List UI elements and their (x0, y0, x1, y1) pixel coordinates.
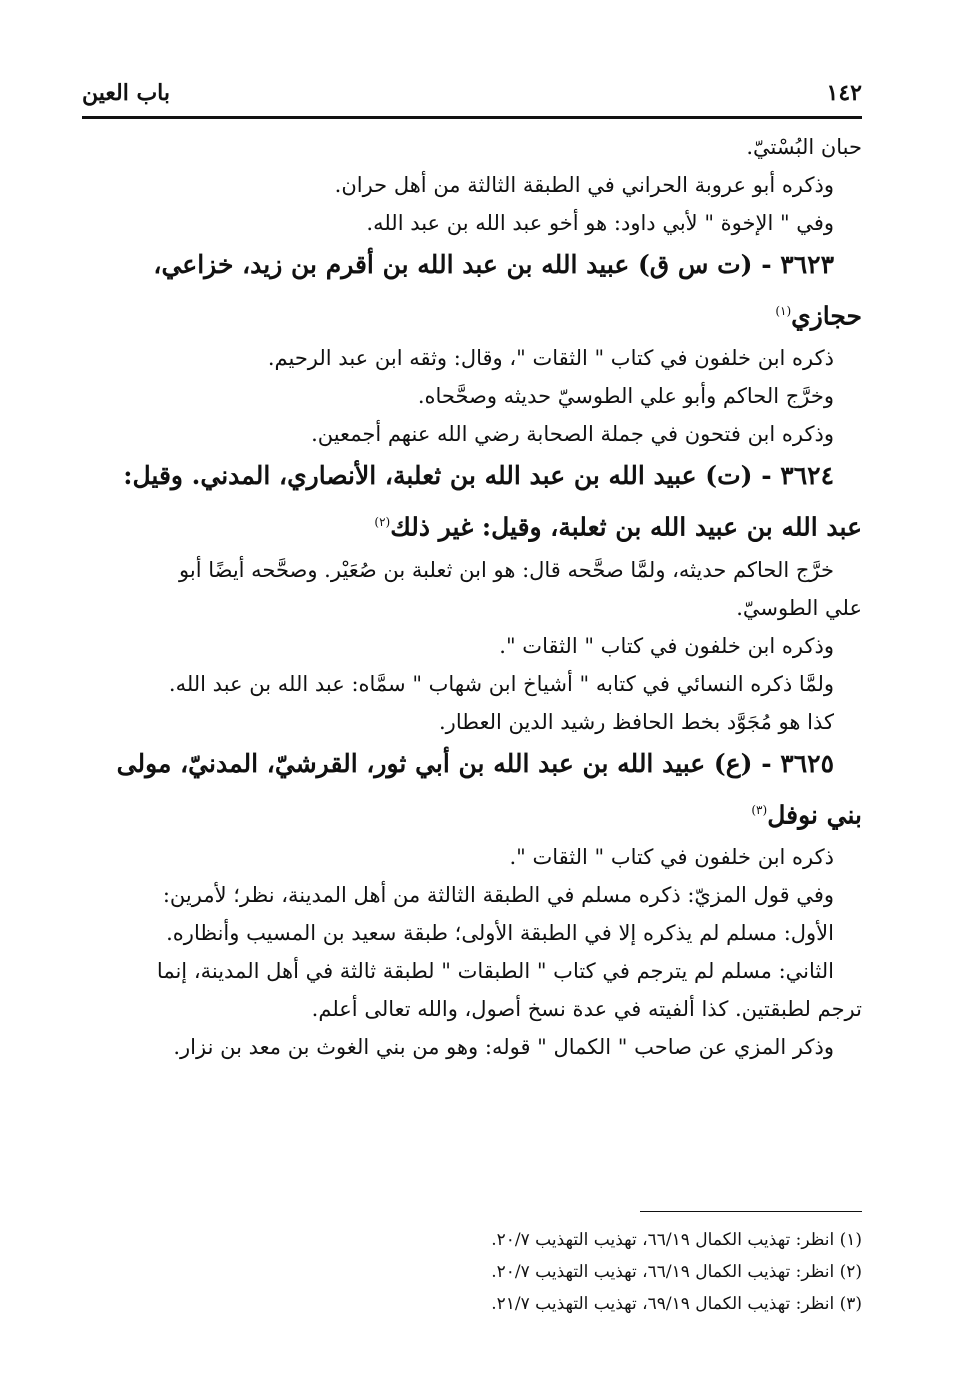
main-text (82, 128, 862, 1066)
text-line (82, 339, 862, 377)
line-text: حجازي (791, 301, 862, 331)
line-text: الثاني: مسلم لم يترجم في كتاب " الطبقات " لطبقة ثالثة في أهل المدينة، إنما (156, 958, 834, 983)
footnote-marker: (٢) (374, 515, 391, 530)
text-line (82, 551, 862, 589)
line-text: خرَّج الحاكم حديثه، ولمَّا صحَّحه قال: هو ابن ثعلبة بن صُعَيْر. وصحَّحه أيضًا أبو (179, 557, 834, 582)
entry-heading-line (82, 499, 862, 550)
entry-heading-line (82, 242, 862, 288)
line-text: وذكره أبو عروبة الحراني في الطبقة الثالثة من أهل حران. (334, 173, 834, 197)
line-text: كذا هو مُجَوَّد بخط الحافظ رشيد الدين العطار. (439, 709, 834, 734)
line-text: عبد الله بن عبيد الله بن ثعلبة، وقيل: غير ذلك (390, 512, 862, 542)
footnote: (١) انظر: تهذيب الكمال ٦٦/١٩، تهذيب التهذيب ٢٠/٧. (491, 1230, 862, 1250)
page-header (82, 80, 862, 110)
text-line (82, 703, 862, 741)
text-line (82, 128, 862, 166)
line-text: حبان البُسْتيّ. (746, 135, 862, 159)
line-text: ذكره ابن خلفون في كتاب " الثقات "، وقال: وثقه ابن عبد الرحيم. (267, 346, 834, 371)
text-line (82, 589, 862, 627)
footnote: (٢) انظر: تهذيب الكمال ٦٦/١٩، تهذيب التهذيب ٢٠/٧. (491, 1262, 862, 1282)
entry-heading-line (82, 787, 862, 838)
line-text: ٣٦٢٥ - (ع) عبيد الله بن عبد الله بن أبي ثور، القرشيّ، المدنيّ، مولى (116, 748, 834, 778)
line-text: وخرَّج الحاكم وأبو علي الطوسيّ حديثه وصحَّحاه. (417, 384, 834, 409)
text-line (82, 377, 862, 415)
line-text: بني نوفل (767, 799, 862, 829)
footnote-marker: (٣) (751, 802, 768, 817)
text-line (82, 914, 862, 952)
text-line (82, 627, 862, 665)
line-text: ذكره ابن خلفون في كتاب " الثقات ". (509, 844, 834, 869)
line-text: وذكره ابن خلفون في كتاب " الثقات ". (499, 633, 834, 658)
entry-heading-line (82, 453, 862, 499)
text-line (82, 204, 862, 242)
text-line (82, 876, 862, 914)
line-text: الأول: مسلم لم يذكره إلا في الطبقة الأولى؛ طبقة سعيد بن المسيب وأنظاره. (166, 920, 834, 945)
footnote: (٣) انظر: تهذيب الكمال ٦٩/١٩، تهذيب التهذيب ٢١/٧. (491, 1294, 862, 1314)
text-line (82, 990, 862, 1028)
text-line (82, 1028, 862, 1066)
text-line (82, 838, 862, 876)
footnote-rule (640, 1211, 862, 1212)
footnotes (82, 1224, 862, 1320)
entry-heading-line (82, 741, 862, 787)
page-number: ١٤٢ (826, 80, 862, 106)
text-line (82, 415, 862, 453)
text-line (82, 166, 862, 204)
line-text: علي الطوسيّ. (736, 595, 862, 620)
text-line (82, 665, 862, 703)
line-text: وفي " الإخوة " لأبي داود: هو أخو عبد الله بن عبد الله. (366, 211, 834, 235)
line-text: وذكر المزي عن صاحب " الكمال " قوله: وهو من بني الغوث بن معد بن نزار. (173, 1034, 834, 1059)
entry-heading-line (82, 288, 862, 339)
running-title: باب العين (82, 80, 171, 106)
line-text: ولمَّا ذكره النسائي في كتابه " أشياخ ابن شهاب " سمَّاه: عبد الله بن عبد الله. (168, 671, 834, 696)
line-text: ٣٦٢٣ - (ت س ق) عبيد الله بن عبد الله بن أقرم بن زيد، خزاعي، (153, 250, 834, 279)
line-text: وفي قول المزيّ: ذكره مسلم في الطبقة الثالثة من أهل المدينة، نظر؛ لأمرين: (162, 882, 834, 907)
line-text: وذكره ابن فتحون في جملة الصحابة رضي الله عنهم أجمعين. (311, 422, 834, 447)
header-rule (82, 116, 862, 119)
footnote-marker: (١) (775, 304, 792, 318)
line-text: ترجم لطبقتين. كذا ألفيته في عدة نسخ أصول، والله تعالى أعلم. (311, 996, 862, 1021)
text-line (82, 952, 862, 990)
line-text: ٣٦٢٤ - (ت) عبيد الله بن عبد الله بن ثعلبة، الأنصاري، المدني. وقيل: (123, 461, 834, 491)
